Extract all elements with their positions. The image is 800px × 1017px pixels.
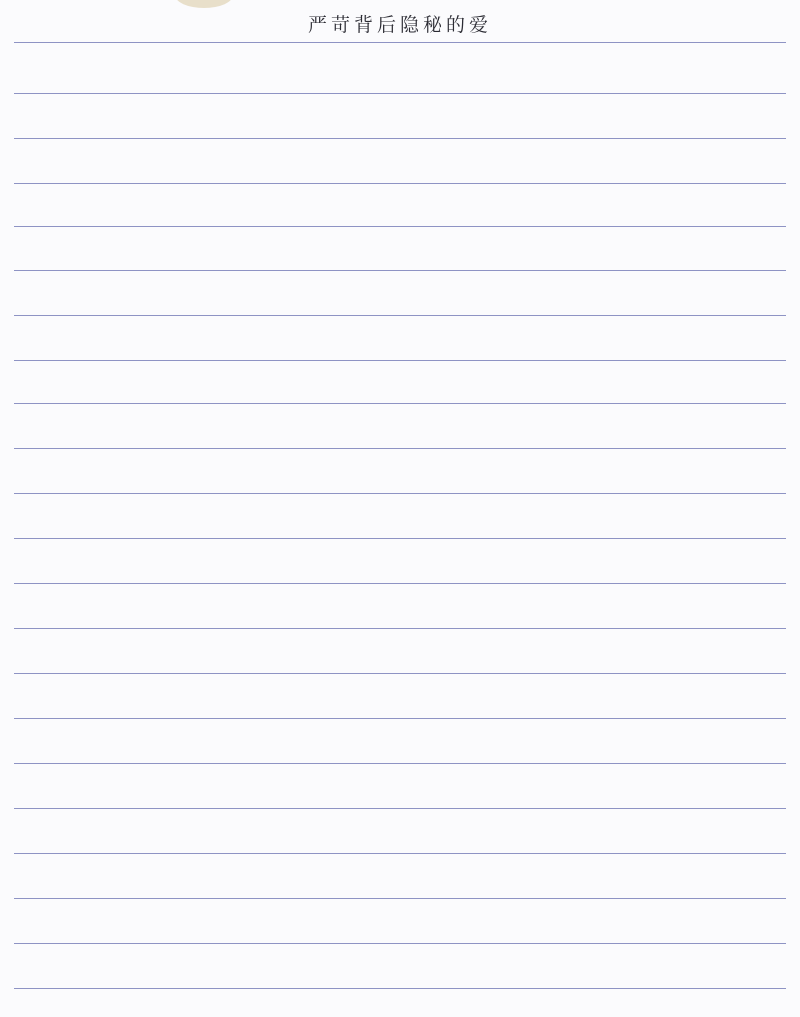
ruled-line [14, 183, 786, 184]
ruled-line [14, 42, 786, 43]
ruled-line [14, 360, 786, 361]
ruled-line [14, 270, 786, 271]
ruled-line [14, 448, 786, 449]
ruled-line [14, 315, 786, 316]
ruled-line [14, 808, 786, 809]
ruled-line [14, 718, 786, 719]
page-title: 严苛背后隐秘的爱 [307, 14, 492, 36]
ruled-line [14, 138, 786, 139]
ruled-line [14, 226, 786, 227]
ruled-line [14, 898, 786, 899]
ruled-line [14, 93, 786, 94]
ruled-line [14, 403, 786, 404]
ruled-line [14, 628, 786, 629]
ruled-line [14, 673, 786, 674]
ruled-line [14, 583, 786, 584]
corner-stamp [175, 0, 233, 8]
ruled-line [14, 763, 786, 764]
ruled-line [14, 988, 786, 989]
ruled-line [14, 943, 786, 944]
ruled-line [14, 493, 786, 494]
ruled-line [14, 853, 786, 854]
ruled-line [14, 538, 786, 539]
